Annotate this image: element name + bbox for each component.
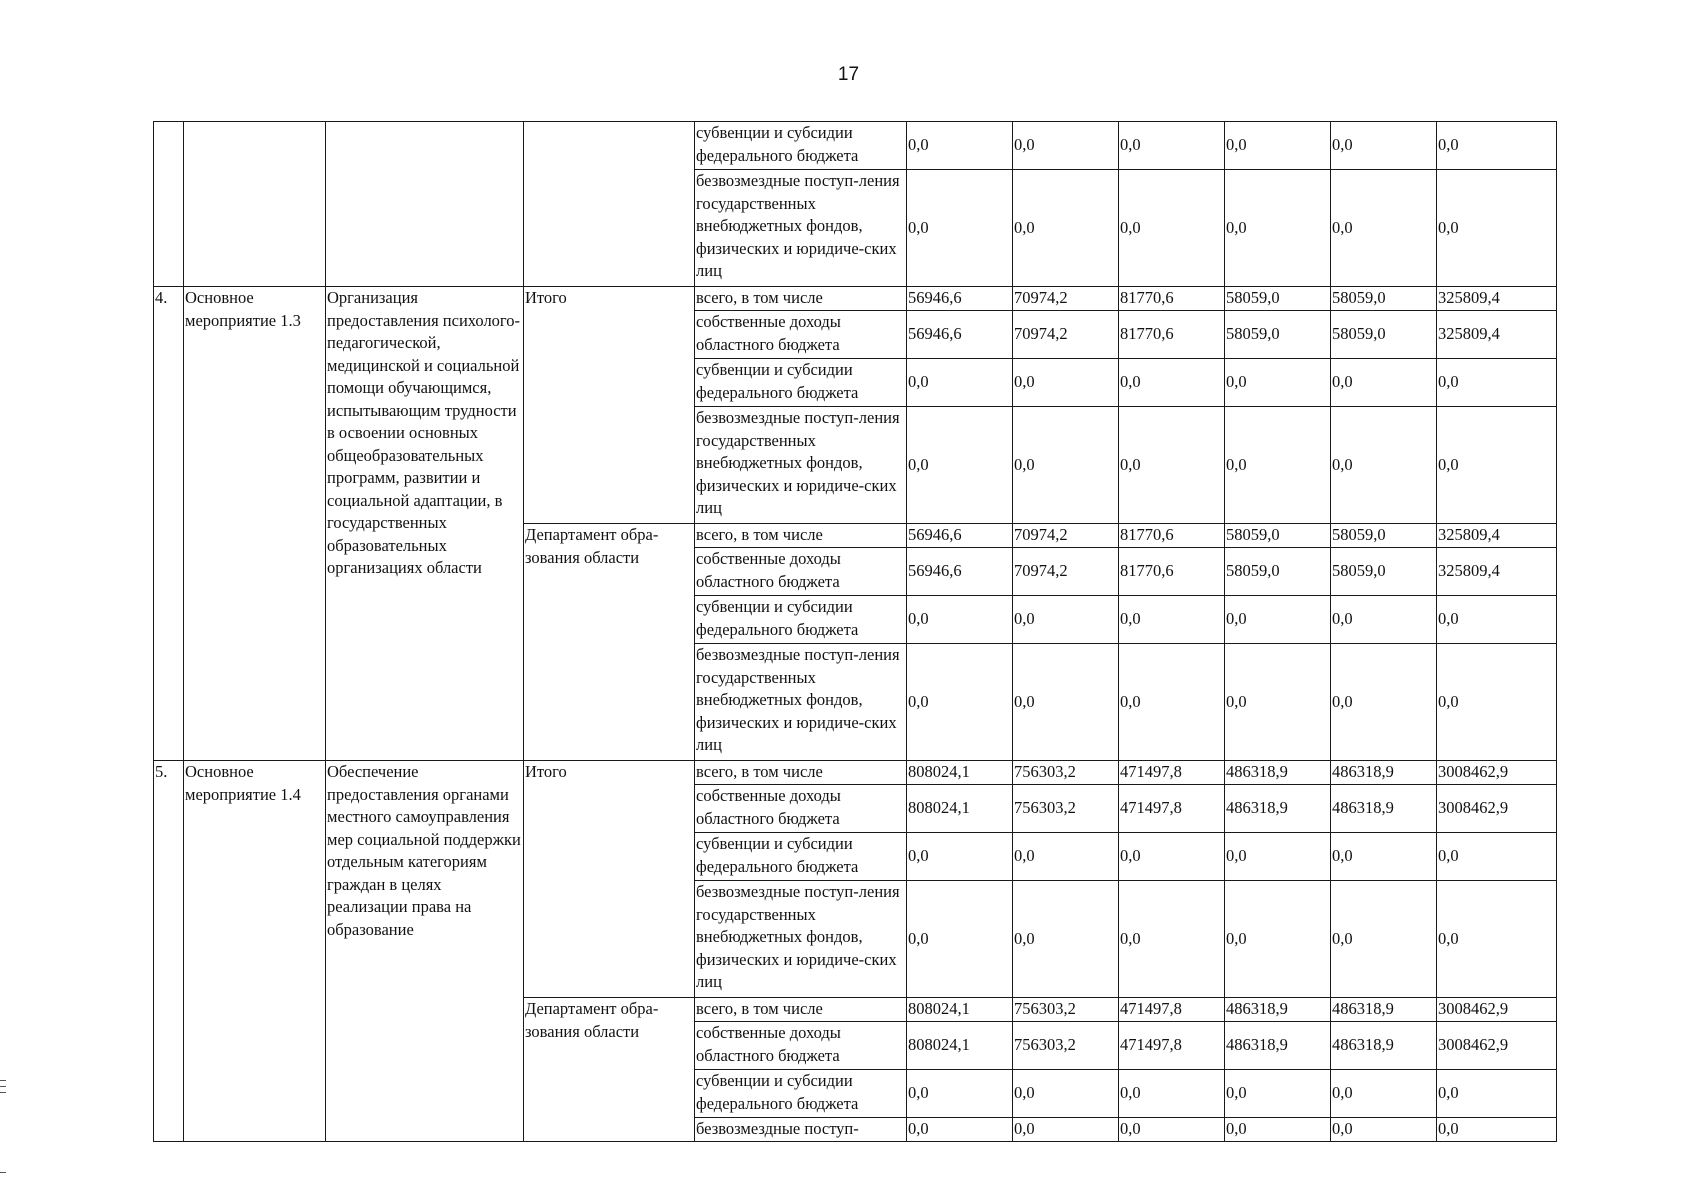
value-cell: 0,0 — [1331, 407, 1437, 524]
value-cell: 471497,8 — [1119, 998, 1225, 1022]
total-cell: 0,0 — [1437, 407, 1557, 524]
value-cell: 0,0 — [1225, 1070, 1331, 1118]
scan-edge-mark — [0, 1172, 6, 1173]
activity-description-cell: Обеспечение предоставления органами местного самоуправления мер социальной поддержки отдельным категориям граждан в целях реализации права на образование — [326, 761, 524, 1142]
value-cell: 0,0 — [1225, 122, 1331, 170]
scan-edge-mark — [0, 1080, 6, 1081]
value-cell: 0,0 — [907, 596, 1013, 644]
value-cell: 0,0 — [1013, 881, 1119, 998]
value-cell: 81770,6 — [1119, 548, 1225, 596]
total-cell: 0,0 — [1437, 644, 1557, 761]
value-cell: 0,0 — [907, 881, 1013, 998]
value-cell: 58059,0 — [1331, 287, 1437, 311]
value-cell: 81770,6 — [1119, 311, 1225, 359]
funding-source-cell: безвозмездные поступ- — [695, 1118, 907, 1142]
value-cell: 808024,1 — [907, 761, 1013, 785]
total-cell: 0,0 — [1437, 359, 1557, 407]
value-cell: 0,0 — [907, 1070, 1013, 1118]
row-index-cell: 5. — [154, 761, 184, 1142]
value-cell: 0,0 — [1331, 1118, 1437, 1142]
funding-source-cell: субвенции и субсидии федерального бюджета — [695, 359, 907, 407]
value-cell: 58059,0 — [1331, 548, 1437, 596]
value-cell: 0,0 — [907, 833, 1013, 881]
value-cell: 70974,2 — [1013, 311, 1119, 359]
value-cell: 58059,0 — [1225, 311, 1331, 359]
value-cell: 0,0 — [1013, 596, 1119, 644]
activity-name-cell: Основное мероприятие 1.3 — [184, 287, 326, 761]
value-cell: 486318,9 — [1225, 1022, 1331, 1070]
activity-name-cell: Основное мероприятие 1.4 — [184, 761, 326, 1142]
value-cell: 70974,2 — [1013, 524, 1119, 548]
value-cell: 56946,6 — [907, 311, 1013, 359]
value-cell: 0,0 — [1119, 1070, 1225, 1118]
value-cell: 0,0 — [1225, 833, 1331, 881]
executor-cell: Итого — [524, 287, 695, 524]
value-cell: 0,0 — [1331, 596, 1437, 644]
value-cell: 0,0 — [907, 407, 1013, 524]
scan-edge-mark — [0, 1092, 6, 1093]
value-cell: 81770,6 — [1119, 524, 1225, 548]
funding-source-cell: всего, в том числе — [695, 287, 907, 311]
executor-cell: Итого — [524, 761, 695, 998]
total-cell: 325809,4 — [1437, 311, 1557, 359]
value-cell: 0,0 — [1119, 122, 1225, 170]
value-cell: 471497,8 — [1119, 1022, 1225, 1070]
value-cell: 0,0 — [1119, 170, 1225, 287]
value-cell: 0,0 — [1331, 122, 1437, 170]
value-cell: 0,0 — [1013, 1118, 1119, 1142]
value-cell: 0,0 — [1331, 170, 1437, 287]
total-cell: 0,0 — [1437, 881, 1557, 998]
total-cell: 3008462,9 — [1437, 998, 1557, 1022]
table-row — [154, 761, 1557, 785]
funding-source-cell: всего, в том числе — [695, 761, 907, 785]
value-cell: 0,0 — [907, 170, 1013, 287]
funding-source-cell: всего, в том числе — [695, 998, 907, 1022]
value-cell: 471497,8 — [1119, 761, 1225, 785]
funding-source-cell: безвозмездные поступ-ления государственных внебюджетных фондов, физических и юридиче-ских лиц — [695, 170, 907, 287]
row-index-cell: 4. — [154, 287, 184, 761]
value-cell: 58059,0 — [1225, 287, 1331, 311]
value-cell: 58059,0 — [1331, 311, 1437, 359]
value-cell: 0,0 — [1013, 644, 1119, 761]
value-cell: 0,0 — [1331, 881, 1437, 998]
value-cell: 58059,0 — [1331, 524, 1437, 548]
executor-cell: Департамент обра-зования области — [524, 998, 695, 1142]
budget-table — [153, 121, 1557, 1142]
value-cell: 0,0 — [1225, 170, 1331, 287]
table-row — [154, 287, 1557, 311]
value-cell: 0,0 — [1119, 1118, 1225, 1142]
value-cell: 808024,1 — [907, 998, 1013, 1022]
value-cell: 70974,2 — [1013, 287, 1119, 311]
funding-source-cell: собственные доходы областного бюджета — [695, 785, 907, 833]
total-cell: 0,0 — [1437, 122, 1557, 170]
value-cell: 486318,9 — [1225, 785, 1331, 833]
total-cell: 0,0 — [1437, 170, 1557, 287]
value-cell: 0,0 — [1119, 644, 1225, 761]
value-cell: 0,0 — [1119, 407, 1225, 524]
total-cell: 3008462,9 — [1437, 761, 1557, 785]
value-cell: 756303,2 — [1013, 1022, 1119, 1070]
total-cell: 3008462,9 — [1437, 1022, 1557, 1070]
scan-edge-mark — [0, 1086, 6, 1087]
value-cell: 0,0 — [1225, 881, 1331, 998]
value-cell: 756303,2 — [1013, 998, 1119, 1022]
value-cell: 0,0 — [1119, 596, 1225, 644]
value-cell: 81770,6 — [1119, 287, 1225, 311]
value-cell: 0,0 — [1225, 1118, 1331, 1142]
value-cell: 0,0 — [1225, 359, 1331, 407]
value-cell: 756303,2 — [1013, 785, 1119, 833]
value-cell: 0,0 — [1225, 596, 1331, 644]
value-cell: 0,0 — [1225, 407, 1331, 524]
value-cell: 808024,1 — [907, 785, 1013, 833]
total-cell: 325809,4 — [1437, 524, 1557, 548]
value-cell: 486318,9 — [1331, 785, 1437, 833]
value-cell: 0,0 — [907, 644, 1013, 761]
value-cell: 0,0 — [1119, 881, 1225, 998]
funding-source-cell: всего, в том числе — [695, 524, 907, 548]
total-cell: 0,0 — [1437, 1070, 1557, 1118]
value-cell: 56946,6 — [907, 548, 1013, 596]
funding-source-cell: собственные доходы областного бюджета — [695, 311, 907, 359]
value-cell: 58059,0 — [1225, 524, 1331, 548]
value-cell: 58059,0 — [1225, 548, 1331, 596]
funding-source-cell: субвенции и субсидии федерального бюджета — [695, 1070, 907, 1118]
value-cell: 0,0 — [1013, 122, 1119, 170]
row-index-cell — [154, 122, 184, 287]
value-cell: 0,0 — [1013, 1070, 1119, 1118]
value-cell: 0,0 — [1013, 170, 1119, 287]
total-cell: 0,0 — [1437, 596, 1557, 644]
total-cell: 0,0 — [1437, 833, 1557, 881]
value-cell: 471497,8 — [1119, 785, 1225, 833]
value-cell: 0,0 — [1013, 407, 1119, 524]
value-cell: 0,0 — [907, 359, 1013, 407]
value-cell: 0,0 — [1013, 359, 1119, 407]
executor-cell: Департамент обра-зования области — [524, 524, 695, 761]
value-cell: 0,0 — [1331, 644, 1437, 761]
table-row — [154, 122, 1557, 170]
total-cell: 0,0 — [1437, 1118, 1557, 1142]
executor-cell — [524, 122, 695, 287]
activity-description-cell — [326, 122, 524, 287]
funding-source-cell: субвенции и субсидии федерального бюджета — [695, 833, 907, 881]
value-cell: 0,0 — [1331, 1070, 1437, 1118]
value-cell: 0,0 — [1331, 833, 1437, 881]
funding-source-cell: собственные доходы областного бюджета — [695, 1022, 907, 1070]
value-cell: 0,0 — [1225, 644, 1331, 761]
funding-source-cell: безвозмездные поступ-ления государственных внебюджетных фондов, физических и юридиче-ских лиц — [695, 881, 907, 998]
activity-name-cell — [184, 122, 326, 287]
value-cell: 486318,9 — [1225, 761, 1331, 785]
value-cell: 486318,9 — [1331, 761, 1437, 785]
funding-source-cell: безвозмездные поступ-ления государственных внебюджетных фондов, физических и юридиче-ских лиц — [695, 644, 907, 761]
total-cell: 325809,4 — [1437, 548, 1557, 596]
value-cell: 486318,9 — [1331, 1022, 1437, 1070]
value-cell: 56946,6 — [907, 287, 1013, 311]
total-cell: 325809,4 — [1437, 287, 1557, 311]
funding-source-cell: безвозмездные поступ-ления государственных внебюджетных фондов, физических и юридиче-ских лиц — [695, 407, 907, 524]
value-cell: 486318,9 — [1331, 998, 1437, 1022]
value-cell: 808024,1 — [907, 1022, 1013, 1070]
value-cell: 0,0 — [1331, 359, 1437, 407]
value-cell: 756303,2 — [1013, 761, 1119, 785]
activity-description-cell: Организация предоставления психолого-педагогической, медицинской и социальной помощи обучающимся, испытывающим трудности в освоении основных общеобразовательных программ, развитии и социальной адаптации, в государственных образовательных организациях области — [326, 287, 524, 761]
value-cell: 0,0 — [1119, 833, 1225, 881]
funding-source-cell: субвенции и субсидии федерального бюджета — [695, 122, 907, 170]
total-cell: 3008462,9 — [1437, 785, 1557, 833]
value-cell: 70974,2 — [1013, 548, 1119, 596]
value-cell: 56946,6 — [907, 524, 1013, 548]
value-cell: 0,0 — [907, 1118, 1013, 1142]
value-cell: 0,0 — [1119, 359, 1225, 407]
value-cell: 486318,9 — [1225, 998, 1331, 1022]
funding-source-cell: субвенции и субсидии федерального бюджета — [695, 596, 907, 644]
page-number: 17 — [837, 64, 860, 85]
value-cell: 0,0 — [1013, 833, 1119, 881]
value-cell: 0,0 — [907, 122, 1013, 170]
funding-source-cell: собственные доходы областного бюджета — [695, 548, 907, 596]
